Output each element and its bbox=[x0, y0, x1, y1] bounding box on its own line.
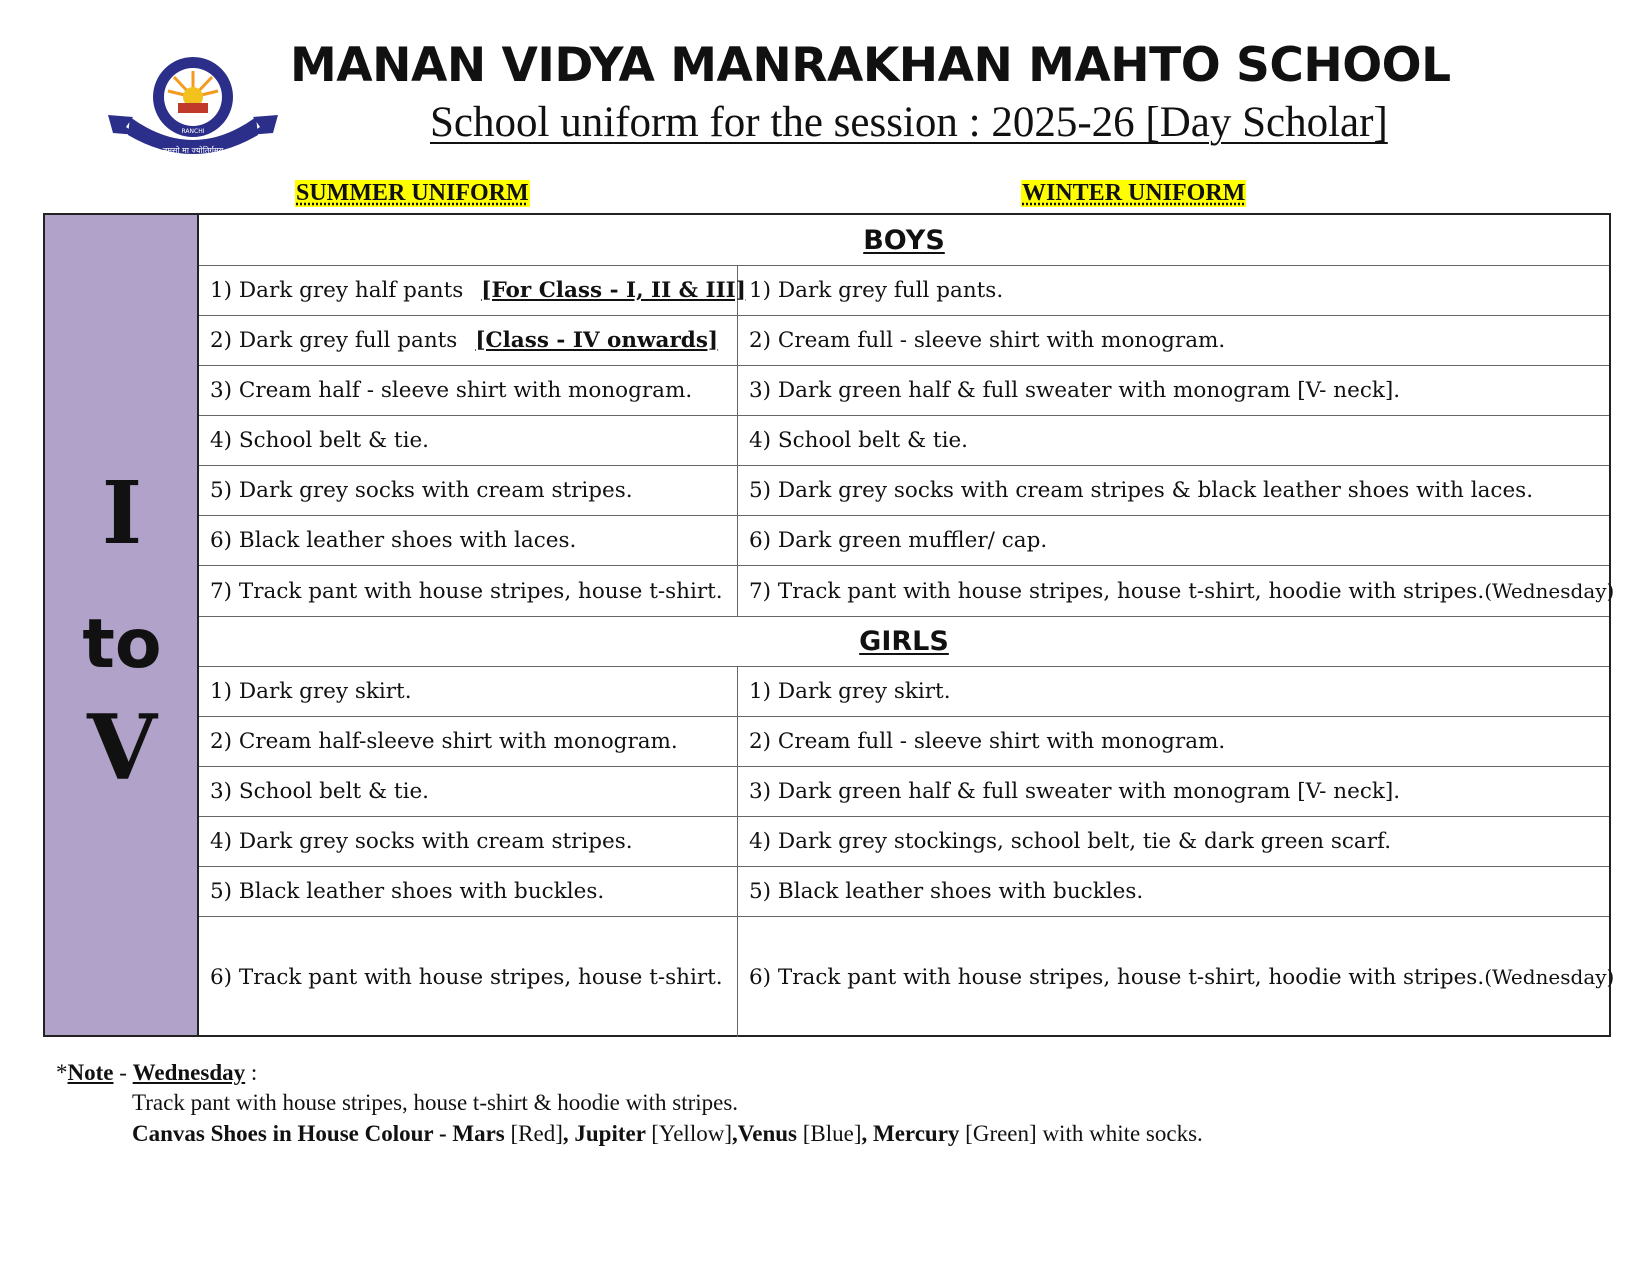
table-row bbox=[199, 316, 1609, 366]
winter-cell: 6) Track pant with house stripes, house t-shirt, hoodie with stripes. (Wednesday) bbox=[749, 964, 1615, 990]
winter-uniform-heading: WINTER UNIFORM bbox=[1022, 180, 1246, 206]
class-to-label: V bbox=[87, 695, 157, 801]
summer-cell: 6) Black leather shoes with laces. bbox=[199, 516, 738, 565]
session-subtitle: School uniform for the session : 2025-26 [Day Scholar] bbox=[430, 99, 1388, 146]
table-row bbox=[199, 266, 1609, 316]
summer-cell: 3) Cream half - sleeve shirt with monogram. bbox=[199, 366, 738, 415]
summer-cell: 5) Black leather shoes with buckles. bbox=[199, 867, 738, 916]
summer-cell: 5) Dark grey socks with cream stripes. bbox=[199, 466, 738, 515]
summer-cell: 7) Track pant with house stripes, house t-shirt. bbox=[199, 566, 738, 616]
logo-city-text: RANCHI bbox=[181, 128, 205, 135]
table-row bbox=[199, 867, 1609, 917]
class-note: [Class - IV onwards] bbox=[475, 328, 719, 353]
school-logo bbox=[108, 55, 278, 165]
note-line-track-pant: Track pant with house stripes, house t-shirt & hoodie with stripes. bbox=[132, 1090, 739, 1115]
table-row bbox=[199, 466, 1609, 516]
note-heading: *Note - Wednesday : bbox=[56, 1060, 258, 1085]
school-name-title: MANAN VIDYA MANRAKHAN MAHTO SCHOOL bbox=[290, 38, 1451, 93]
table-row bbox=[199, 667, 1609, 717]
note-line-canvas-shoes: Canvas Shoes in House Colour - Mars [Red], Jupiter [Yellow],Venus [Blue], Mercury [Green] with white socks. bbox=[132, 1121, 1203, 1146]
table-row bbox=[199, 917, 1615, 1037]
winter-cell: 5) Black leather shoes with buckles. bbox=[749, 879, 1144, 904]
class-to-word: to bbox=[82, 605, 162, 684]
winter-cell: 1) Dark grey skirt. bbox=[749, 679, 951, 704]
summer-cell: 6) Track pant with house stripes, house t-shirt. bbox=[199, 917, 738, 1037]
summer-cell: 1) Dark grey half pants [For Class - I, II & III] bbox=[199, 266, 738, 315]
boys-heading-row bbox=[199, 215, 1609, 266]
class-range-column bbox=[45, 215, 199, 1035]
summer-cell: 2) Dark grey full pants [Class - IV onwards] bbox=[199, 316, 738, 365]
table-row bbox=[199, 717, 1609, 767]
uniform-table bbox=[43, 213, 1615, 1037]
winter-cell: 4) Dark grey stockings, school belt, tie & dark green scarf. bbox=[749, 829, 1392, 854]
table-row bbox=[199, 767, 1609, 817]
winter-cell: 6) Dark green muffler/ cap. bbox=[749, 528, 1048, 553]
logo-motto-text: तमसो मा ज्योतिर्गमय bbox=[162, 146, 224, 155]
summer-cell: 3) School belt & tie. bbox=[199, 767, 738, 816]
summer-uniform-heading: SUMMER UNIFORM bbox=[296, 180, 529, 206]
winter-cell: 3) Dark green half & full sweater with monogram [V- neck]. bbox=[749, 378, 1401, 403]
winter-cell: 2) Cream full - sleeve shirt with monogram. bbox=[749, 729, 1226, 754]
table-row bbox=[199, 416, 1609, 466]
girls-heading: GIRLS bbox=[859, 626, 949, 657]
summer-cell: 2) Cream half-sleeve shirt with monogram. bbox=[199, 717, 738, 766]
winter-cell: 7) Track pant with house stripes, house t-shirt, hoodie with stripes. (Wednesday) bbox=[749, 578, 1615, 604]
winter-cell: 1) Dark grey full pants. bbox=[749, 278, 1004, 303]
winter-cell: 2) Cream full - sleeve shirt with monogram. bbox=[749, 328, 1226, 353]
girls-heading-row bbox=[199, 617, 1609, 667]
winter-cell: 3) Dark green half & full sweater with monogram [V- neck]. bbox=[749, 779, 1401, 804]
table-row bbox=[199, 566, 1615, 617]
winter-cell: 5) Dark grey socks with cream stripes & black leather shoes with laces. bbox=[749, 478, 1534, 503]
boys-heading: BOYS bbox=[863, 224, 945, 256]
table-row bbox=[199, 366, 1609, 416]
class-note: [For Class - I, II & III] bbox=[481, 278, 746, 303]
summer-cell: 1) Dark grey skirt. bbox=[199, 667, 738, 716]
class-from-label: I bbox=[101, 463, 143, 564]
table-row bbox=[199, 817, 1609, 867]
uniform-grid bbox=[199, 215, 1615, 1035]
summer-cell: 4) Dark grey socks with cream stripes. bbox=[199, 817, 738, 866]
summer-cell: 4) School belt & tie. bbox=[199, 416, 738, 465]
winter-cell: 4) School belt & tie. bbox=[749, 428, 968, 453]
table-row bbox=[199, 516, 1609, 566]
